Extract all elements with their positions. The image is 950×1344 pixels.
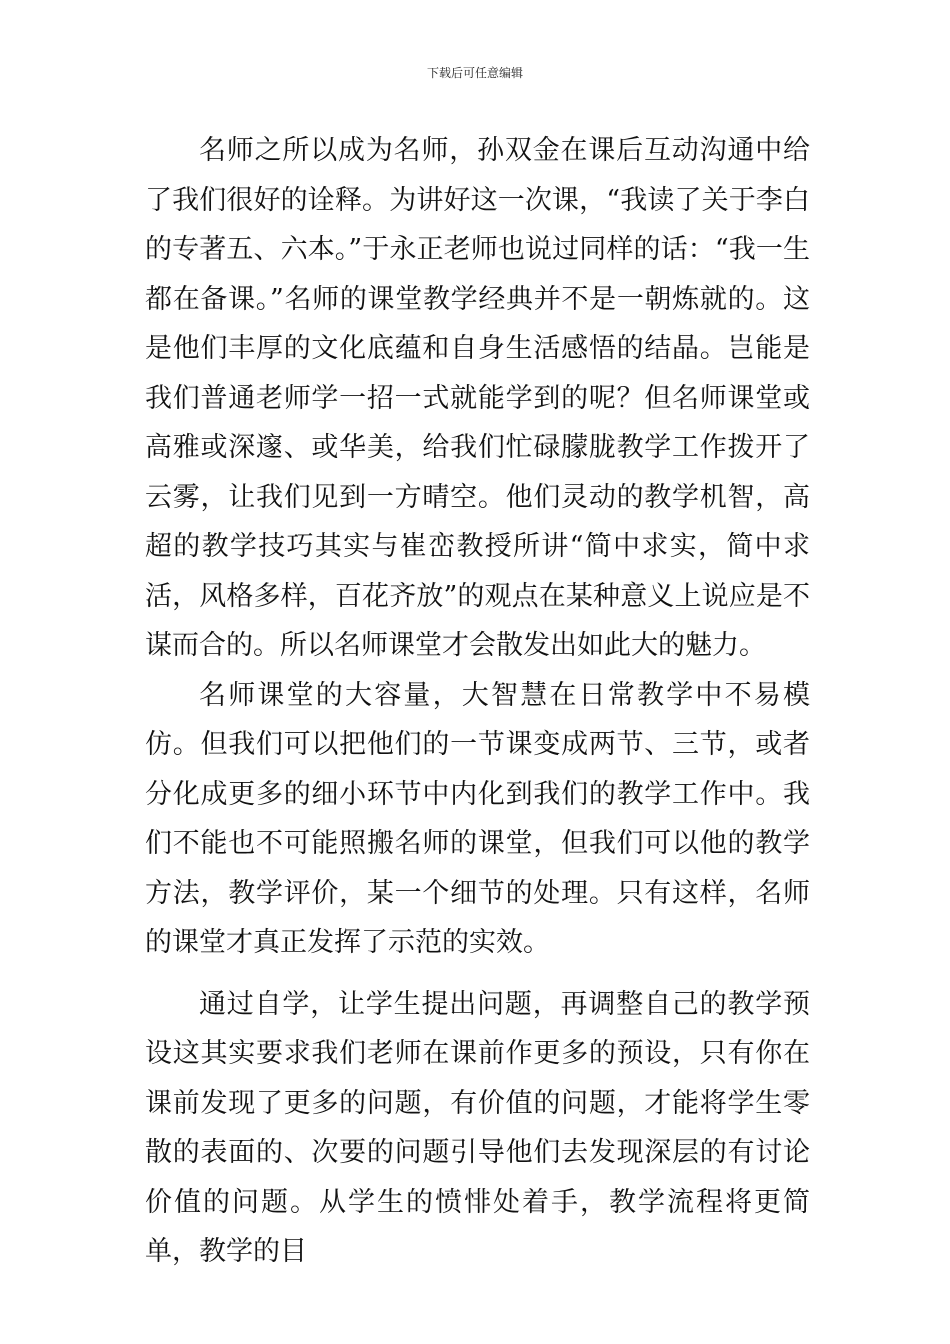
header-note: 下载后可任意编辑 xyxy=(426,66,523,80)
document-body xyxy=(145,126,810,1277)
paragraph-2: 名师课堂的大容量，大智慧在日常教学中不易模仿。但我们可以把他们的一节课变成两节、三节，或者分化成更多的细小环节中内化到我们的教学工作中。我们不能也不可能照搬名师的课堂，但我们可以他的教学方法，教学评价，某一个细节的处理。只有这样，名师的课堂才真正发挥了示范的实效。 xyxy=(145,679,810,958)
paragraph-3: 通过自学，让学生提出问题，再调整自己的教学预设这其实要求我们老师在课前作更多的预设，只有你在课前发现了更多的问题，有价值的问题，才能将学生零散的表面的、次要的问题引导他们去发现深层的有讨论价值的问题。从学生的愤悱处着手，教学流程将更简单，教学的目 xyxy=(145,988,810,1267)
paragraph-1: 名师之所以成为名师，孙双金在课后互动沟通中给了我们很好的诠释。为讲好这一次课，“我读了关于李白的专著五、六本。”于永正老师也说过同样的话：“我一生都在备课。”名师的课堂教学经典并不是一朝炼就的。这是他们丰厚的文化底蕴和自身生活感悟的结晶。岂能是我们普通老师学一招一式就能学到的呢？但名师课堂或高雅或深邃、或华美，给我们忙碌朦胧教学工作拨开了云雾，让我们见到一方晴空。他们灵动的教学机智，高超的教学技巧其实与崔峦教授所讲“简中求实，简中求活，风格多样，百花齐放”的观点在某种意义上说应是不谋而合的。所以名师课堂才会散发出如此大的魅力。 xyxy=(145,135,810,661)
